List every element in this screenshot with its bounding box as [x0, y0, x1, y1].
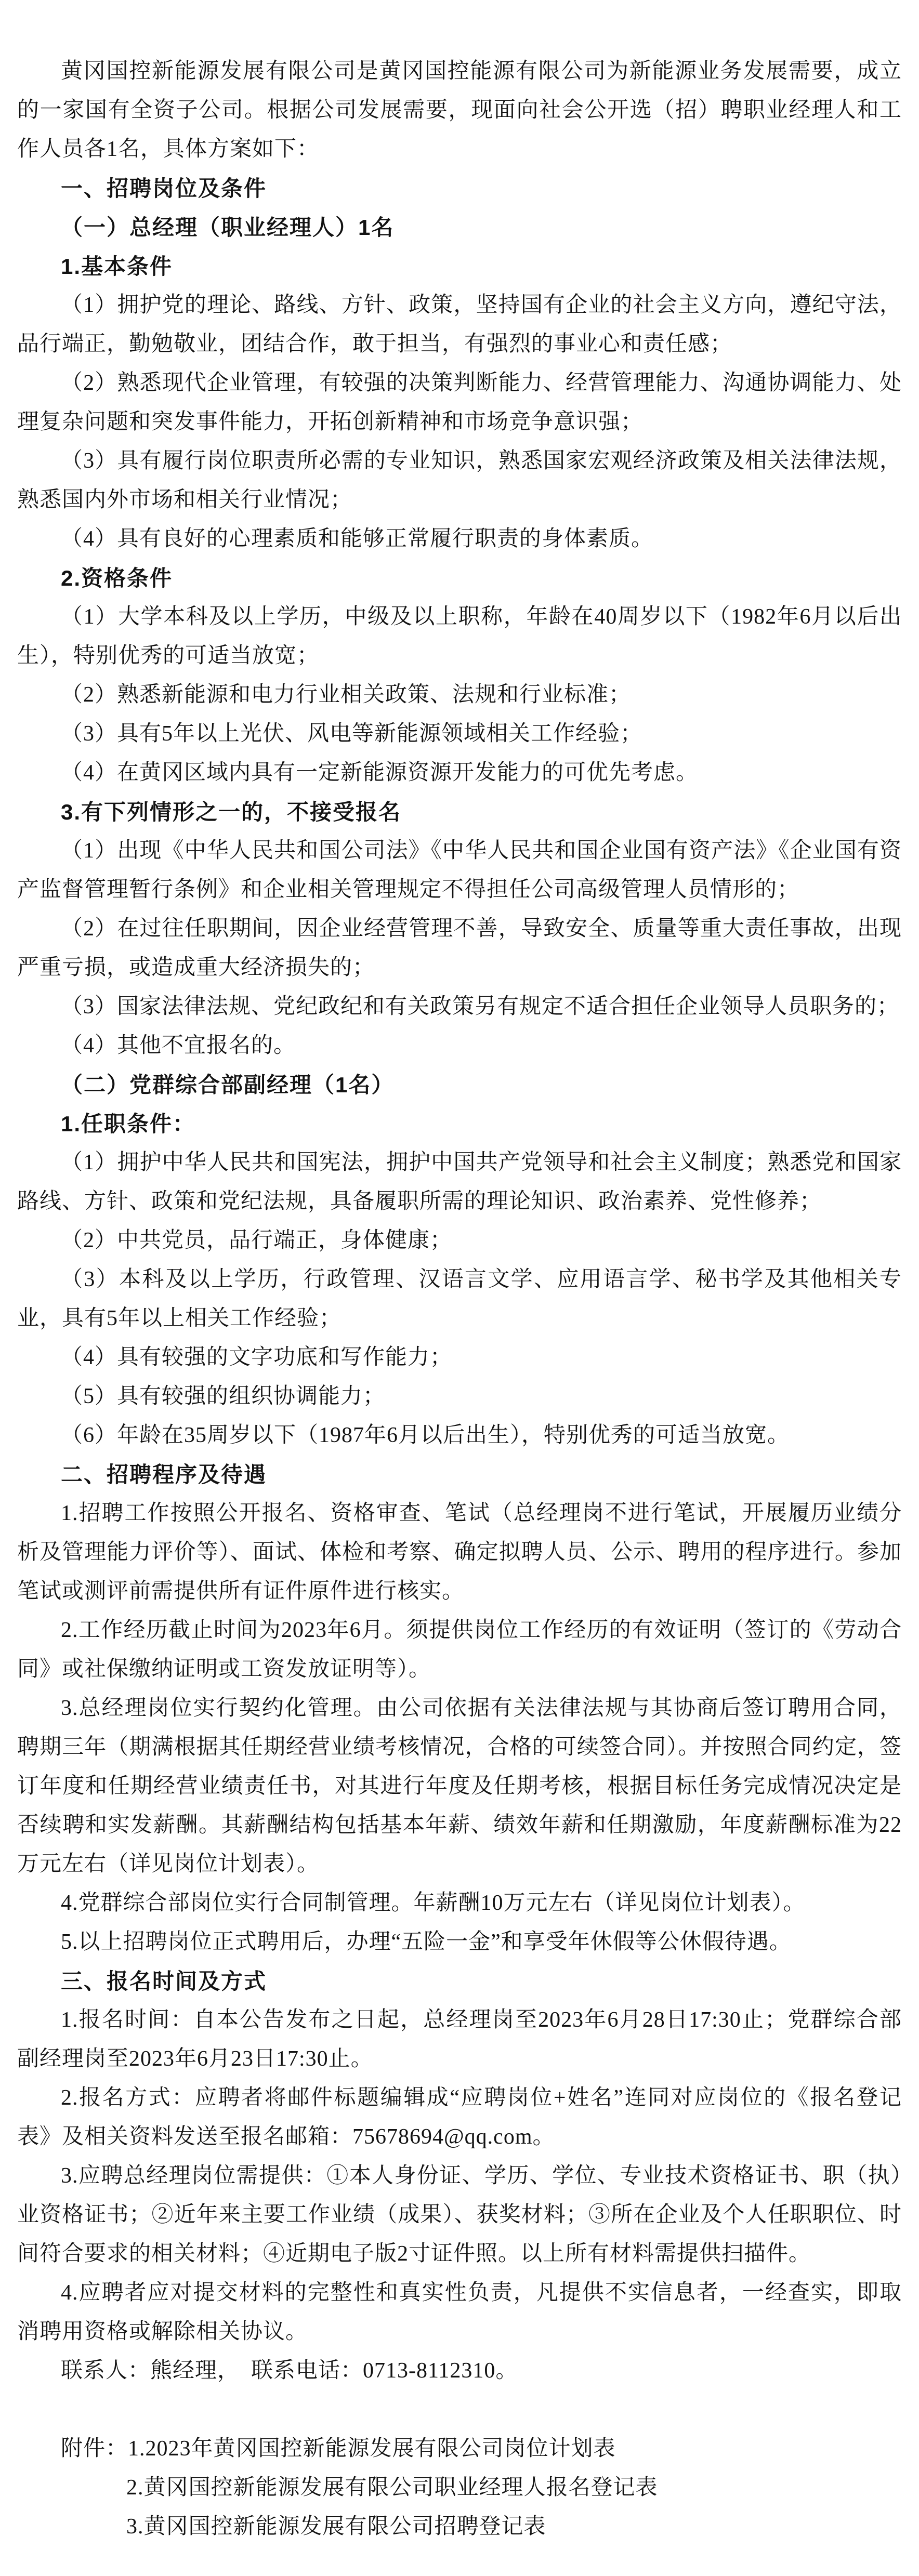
post1-basic-item-1: （1）拥护党的理论、路线、方针、政策，坚持国有企业的社会主义方向，遵纪守法，品行端正，勤勉敬业，团结合作，敢于担当，有强烈的事业心和责任感； [17, 293, 902, 356]
registration-item-2: 2.报名方式：应聘者将邮件标题编辑成“应聘岗位+姓名”连同对应岗位的《报名登记表》及相关资料发送至报名邮箱：75678694@qq.com。 [17, 2086, 902, 2149]
attachment-line-3: 3.黄冈国控新能源发展有限公司招聘登记表 [126, 2515, 546, 2539]
procedure-item-3: 3.总经理岗位实行契约化管理。由公司依据有关法律法规与其协商后签订聘用合同，聘期三年（期满根据其任期经营业绩考核情况，合格的可续签合同）。并按照合同约定，签订年度和任期经营业绩责任书，对其进行年度及任期考核，根据目标任务完成情况决定是否续聘和实发薪酬。其薪酬结构包括基本年薪、绩效年薪和任期激励，年度薪酬标准为22万元左右（详见岗位计划表）。 [17, 1696, 902, 1876]
registration-item-4: 4.应聘者应对提交材料的完整性和真实性负责，凡提供不实信息者，一经查实，即取消聘用资格或解除相关协议。 [17, 2281, 902, 2344]
post1-rejection-item-2: （2）在过往任职期间，因企业经营管理不善，导致安全、质量等重大责任事故，出现严重亏损，或造成重大经济损失的； [17, 917, 902, 980]
procedure-item-2: 2.工作经历截止时间为2023年6月。须提供岗位工作经历的有效证明（签订的《劳动合同》或社保缴纳证明或工资发放证明等）。 [17, 1618, 902, 1681]
post2-condition-item-2: （2）中共党员，品行端正，身体健康； [61, 1228, 453, 1252]
post2-condition-item-3: （3）本科及以上学历，行政管理、汉语言文学、应用语言学、秘书学及其他相关专业，具有5年以上相关工作经验； [17, 1267, 902, 1330]
section3-heading: 三、报名时间及方式 [61, 1969, 267, 1993]
post2-condition-item-4: （4）具有较强的文字功底和写作能力； [61, 1345, 453, 1369]
procedure-item-4: 4.党群综合部岗位实行合同制管理。年薪酬10万元左右（详见岗位计划表）。 [61, 1891, 806, 1915]
post2-condition-item-1: （1）拥护中华人民共和国宪法，拥护中国共产党领导和社会主义制度；熟悉党和国家路线、方针、政策和党纪法规，具备履职所需的理论知识、政治素养、党性修养； [17, 1151, 902, 1213]
post1-rejection-item-4: （4）其他不宜报名的。 [61, 1034, 296, 1058]
attachment-line-1: 附件：1.2023年黄冈国控新能源发展有限公司岗位计划表 [61, 2437, 616, 2461]
contact-line: 联系人：熊经理， 联系电话：0713-8112310。 [61, 2359, 518, 2383]
post1-qualification-item-2: （2）熟悉新能源和电力行业相关政策、法规和行业标准； [61, 683, 632, 707]
post1-rejection-item-1: （1）出现《中华人民共和国公司法》《中华人民共和国企业国有资产法》《企业国有资产监督管理暂行条例》和企业相关管理规定不得担任公司高级管理人员情形的； [17, 839, 902, 902]
post1-qualification-item-4: （4）在黄冈区域内具有一定新能源资源开发能力的可优先考虑。 [61, 761, 699, 785]
post1-heading: （一）总经理（职业经理人）1名 [61, 215, 395, 240]
post1-basic-item-3: （3）具有履行岗位职责所必需的专业知识，熟悉国家宏观经济政策及相关法律法规，熟悉国内外市场和相关行业情况； [17, 449, 902, 512]
section2-heading: 二、招聘程序及待遇 [61, 1462, 267, 1487]
registration-item-1: 1.报名时间：自本公告发布之日起，总经理岗至2023年6月28日17:30止；党群综合部副经理岗至2023年6月23日17:30止。 [17, 2008, 902, 2071]
post2-heading: （二）党群综合部副经理（1名） [61, 1073, 395, 1097]
post2-condition-item-6: （6）年龄在35周岁以下（1987年6月以后出生），特别优秀的可适当放宽。 [61, 1423, 790, 1447]
post1-basic-conditions-heading: 1.基本条件 [61, 254, 173, 279]
section1-heading: 一、招聘岗位及条件 [61, 176, 267, 201]
registration-item-3: 3.应聘总经理岗位需提供：①本人身份证、学历、学位、专业技术资格证书、职（执）业资格证书；②近年来主要工作业绩（成果）、获奖材料；③所在企业及个人任职职位、时间符合要求的相关材料；④近期电子版2寸证件照。以上所有材料需提供扫描件。 [17, 2164, 902, 2266]
post1-basic-item-2: （2）熟悉现代企业管理，有较强的决策判断能力、经营管理能力、沟通协调能力、处理复杂问题和突发事件能力，开拓创新精神和市场竞争意识强； [17, 371, 902, 434]
post1-rejection-item-3: （3）国家法律法规、党纪政纪和有关政策另有规定不适合担任企业领导人员职务的； [61, 995, 900, 1019]
post1-qualifications-heading: 2.资格条件 [61, 566, 173, 590]
post1-basic-item-4: （4）具有良好的心理素质和能够正常履行职责的身体素质。 [61, 527, 654, 551]
post1-qualification-item-3: （3）具有5年以上光伏、风电等新能源领域相关工作经验； [61, 722, 643, 746]
post2-conditions-heading: 1.任职条件： [61, 1112, 196, 1136]
procedure-item-5: 5.以上招聘岗位正式聘用后，办理“五险一金”和享受年休假等公休假待遇。 [61, 1930, 792, 1954]
procedure-item-1: 1.招聘工作按照公开报名、资格审查、笔试（总经理岗不进行笔试，开展履历业绩分析及管理能力评价等）、面试、体检和考察、确定拟聘人员、公示、聘用的程序进行。参加笔试或测评前需提供所有证件原件进行核实。 [17, 1501, 902, 1603]
attachment-line-2: 2.黄冈国控新能源发展有限公司职业经理人报名登记表 [126, 2476, 658, 2500]
intro-paragraph: 黄冈国控新能源发展有限公司是黄冈国控能源有限公司为新能源业务发展需要，成立的一家国有全资子公司。根据公司发展需要，现面向社会公开选（招）聘职业经理人和工作人员各1名，具体方案如下： [17, 59, 902, 161]
post1-qualification-item-1: （1）大学本科及以上学历，中级及以上职称，年龄在40周岁以下（1982年6月以后出生），特别优秀的可适当放宽； [17, 605, 902, 668]
post1-rejection-heading: 3.有下列情形之一的，不接受报名 [61, 800, 402, 824]
post2-condition-item-5: （5）具有较强的组织协调能力； [61, 1384, 386, 1408]
